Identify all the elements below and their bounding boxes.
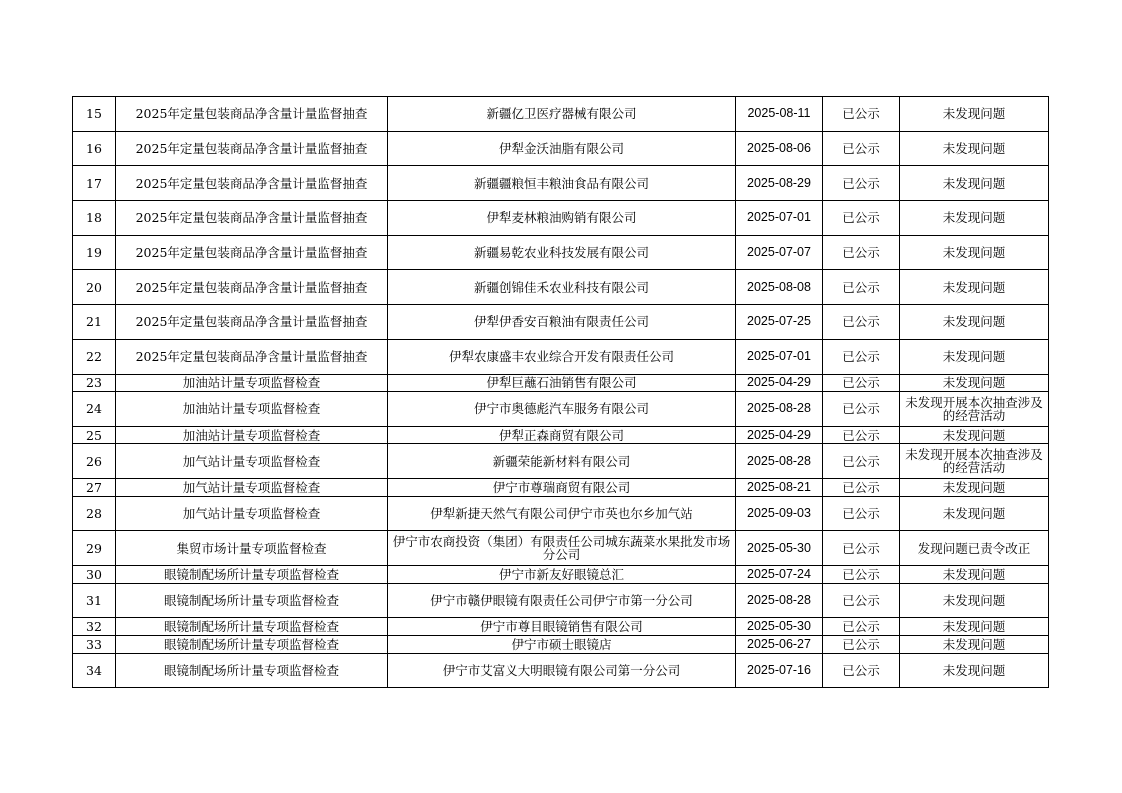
result-cell: 未发现问题	[900, 166, 1049, 201]
status-cell: 已公示	[823, 166, 900, 201]
company-name-cell: 伊犁巨蘸石油销售有限公司	[388, 374, 736, 392]
table-row	[73, 235, 1049, 270]
table-row	[73, 392, 1049, 427]
table-row	[73, 635, 1049, 653]
row-number-cell: 17	[73, 166, 116, 201]
company-name-cell: 伊犁金沃油脂有限公司	[388, 131, 736, 166]
result-cell: 未发现问题	[900, 270, 1049, 305]
status-cell: 已公示	[823, 305, 900, 340]
status-cell: 已公示	[823, 566, 900, 584]
result-cell: 未发现问题	[900, 496, 1049, 531]
project-name-cell: 加气站计量专项监督检查	[116, 444, 388, 479]
company-name-cell: 伊宁市尊瑞商贸有限公司	[388, 479, 736, 497]
status-cell: 已公示	[823, 97, 900, 132]
company-name-cell: 新疆荣能新材料有限公司	[388, 444, 736, 479]
table-row	[73, 270, 1049, 305]
status-cell: 已公示	[823, 235, 900, 270]
result-cell: 未发现问题	[900, 653, 1049, 688]
status-cell: 已公示	[823, 374, 900, 392]
inspection-table	[72, 96, 1049, 688]
company-name-cell: 新疆亿卫医疗器械有限公司	[388, 97, 736, 132]
project-name-cell: 集贸市场计量专项监督检查	[116, 531, 388, 566]
date-cell: 2025-07-25	[736, 305, 823, 340]
result-cell: 未发现开展本次抽查涉及的经营活动	[900, 392, 1049, 427]
table-row	[73, 305, 1049, 340]
company-name-cell: 新疆易乾农业科技发展有限公司	[388, 235, 736, 270]
row-number-cell: 34	[73, 653, 116, 688]
table-row	[73, 583, 1049, 618]
project-name-cell: 加油站计量专项监督检查	[116, 392, 388, 427]
project-name-cell: 眼镜制配场所计量专项监督检查	[116, 653, 388, 688]
result-cell: 未发现问题	[900, 339, 1049, 374]
row-number-cell: 25	[73, 426, 116, 444]
date-cell: 2025-08-06	[736, 131, 823, 166]
row-number-cell: 31	[73, 583, 116, 618]
date-cell: 2025-04-29	[736, 374, 823, 392]
company-name-cell: 伊犁麦林粮油购销有限公司	[388, 201, 736, 236]
project-name-cell: 2025年定量包装商品净含量计量监督抽查	[116, 201, 388, 236]
status-cell: 已公示	[823, 653, 900, 688]
row-number-cell: 18	[73, 201, 116, 236]
table-row	[73, 131, 1049, 166]
table-row	[73, 374, 1049, 392]
project-name-cell: 2025年定量包装商品净含量计量监督抽查	[116, 131, 388, 166]
row-number-cell: 28	[73, 496, 116, 531]
project-name-cell: 眼镜制配场所计量专项监督检查	[116, 566, 388, 584]
date-cell: 2025-07-07	[736, 235, 823, 270]
table-row	[73, 339, 1049, 374]
date-cell: 2025-08-28	[736, 583, 823, 618]
date-cell: 2025-08-08	[736, 270, 823, 305]
result-cell: 未发现问题	[900, 566, 1049, 584]
status-cell: 已公示	[823, 531, 900, 566]
result-cell: 未发现问题	[900, 426, 1049, 444]
project-name-cell: 2025年定量包装商品净含量计量监督抽查	[116, 339, 388, 374]
row-number-cell: 19	[73, 235, 116, 270]
date-cell: 2025-05-30	[736, 531, 823, 566]
company-name-cell: 伊宁市艾富义大明眼镜有限公司第一分公司	[388, 653, 736, 688]
date-cell: 2025-07-24	[736, 566, 823, 584]
company-name-cell: 伊宁市农商投资（集团）有限责任公司城东蔬菜水果批发市场分公司	[388, 531, 736, 566]
result-cell: 未发现开展本次抽查涉及的经营活动	[900, 444, 1049, 479]
row-number-cell: 20	[73, 270, 116, 305]
project-name-cell: 2025年定量包装商品净含量计量监督抽查	[116, 166, 388, 201]
date-cell: 2025-07-01	[736, 339, 823, 374]
table-row	[73, 566, 1049, 584]
result-cell: 未发现问题	[900, 235, 1049, 270]
table-row	[73, 97, 1049, 132]
status-cell: 已公示	[823, 339, 900, 374]
result-cell: 未发现问题	[900, 635, 1049, 653]
date-cell: 2025-09-03	[736, 496, 823, 531]
date-cell: 2025-04-29	[736, 426, 823, 444]
company-name-cell: 伊犁农康盛丰农业综合开发有限责任公司	[388, 339, 736, 374]
row-number-cell: 16	[73, 131, 116, 166]
project-name-cell: 2025年定量包装商品净含量计量监督抽查	[116, 305, 388, 340]
status-cell: 已公示	[823, 444, 900, 479]
row-number-cell: 22	[73, 339, 116, 374]
date-cell: 2025-07-01	[736, 201, 823, 236]
row-number-cell: 33	[73, 635, 116, 653]
status-cell: 已公示	[823, 496, 900, 531]
company-name-cell: 伊宁市奥德彪汽车服务有限公司	[388, 392, 736, 427]
company-name-cell: 新疆创锦佳禾农业科技有限公司	[388, 270, 736, 305]
company-name-cell: 伊犁伊香安百粮油有限责任公司	[388, 305, 736, 340]
date-cell: 2025-07-16	[736, 653, 823, 688]
date-cell: 2025-06-27	[736, 635, 823, 653]
result-cell: 未发现问题	[900, 479, 1049, 497]
table-row	[73, 166, 1049, 201]
status-cell: 已公示	[823, 426, 900, 444]
company-name-cell: 伊宁市新友好眼镜总汇	[388, 566, 736, 584]
project-name-cell: 加油站计量专项监督检查	[116, 426, 388, 444]
table-row	[73, 201, 1049, 236]
date-cell: 2025-08-21	[736, 479, 823, 497]
result-cell: 未发现问题	[900, 201, 1049, 236]
row-number-cell: 21	[73, 305, 116, 340]
row-number-cell: 29	[73, 531, 116, 566]
result-cell: 未发现问题	[900, 583, 1049, 618]
status-cell: 已公示	[823, 131, 900, 166]
status-cell: 已公示	[823, 270, 900, 305]
company-name-cell: 新疆疆粮恒丰粮油食品有限公司	[388, 166, 736, 201]
project-name-cell: 眼镜制配场所计量专项监督检查	[116, 635, 388, 653]
result-cell: 未发现问题	[900, 618, 1049, 636]
result-cell: 未发现问题	[900, 131, 1049, 166]
row-number-cell: 24	[73, 392, 116, 427]
row-number-cell: 32	[73, 618, 116, 636]
row-number-cell: 15	[73, 97, 116, 132]
company-name-cell: 伊宁市赣伊眼镜有限责任公司伊宁市第一分公司	[388, 583, 736, 618]
row-number-cell: 30	[73, 566, 116, 584]
date-cell: 2025-08-29	[736, 166, 823, 201]
project-name-cell: 加气站计量专项监督检查	[116, 479, 388, 497]
table-row	[73, 531, 1049, 566]
status-cell: 已公示	[823, 583, 900, 618]
project-name-cell: 眼镜制配场所计量专项监督检查	[116, 583, 388, 618]
table-row	[73, 426, 1049, 444]
table-row	[73, 496, 1049, 531]
company-name-cell: 伊宁市尊目眼镜销售有限公司	[388, 618, 736, 636]
row-number-cell: 23	[73, 374, 116, 392]
company-name-cell: 伊犁正森商贸有限公司	[388, 426, 736, 444]
company-name-cell: 伊宁市硕士眼镜店	[388, 635, 736, 653]
result-cell: 未发现问题	[900, 374, 1049, 392]
result-cell: 未发现问题	[900, 305, 1049, 340]
table-row	[73, 618, 1049, 636]
date-cell: 2025-08-11	[736, 97, 823, 132]
date-cell: 2025-08-28	[736, 392, 823, 427]
date-cell: 2025-08-28	[736, 444, 823, 479]
row-number-cell: 26	[73, 444, 116, 479]
status-cell: 已公示	[823, 479, 900, 497]
status-cell: 已公示	[823, 635, 900, 653]
row-number-cell: 27	[73, 479, 116, 497]
table-body	[73, 97, 1049, 688]
project-name-cell: 2025年定量包装商品净含量计量监督抽查	[116, 97, 388, 132]
project-name-cell: 2025年定量包装商品净含量计量监督抽查	[116, 235, 388, 270]
project-name-cell: 加气站计量专项监督检查	[116, 496, 388, 531]
table-row	[73, 653, 1049, 688]
project-name-cell: 2025年定量包装商品净含量计量监督抽查	[116, 270, 388, 305]
result-cell: 未发现问题	[900, 97, 1049, 132]
status-cell: 已公示	[823, 392, 900, 427]
date-cell: 2025-05-30	[736, 618, 823, 636]
project-name-cell: 加油站计量专项监督检查	[116, 374, 388, 392]
company-name-cell: 伊犁新捷天然气有限公司伊宁市英也尔乡加气站	[388, 496, 736, 531]
result-cell: 发现问题已责令改正	[900, 531, 1049, 566]
project-name-cell: 眼镜制配场所计量专项监督检查	[116, 618, 388, 636]
status-cell: 已公示	[823, 201, 900, 236]
table-row	[73, 479, 1049, 497]
status-cell: 已公示	[823, 618, 900, 636]
table-row	[73, 444, 1049, 479]
